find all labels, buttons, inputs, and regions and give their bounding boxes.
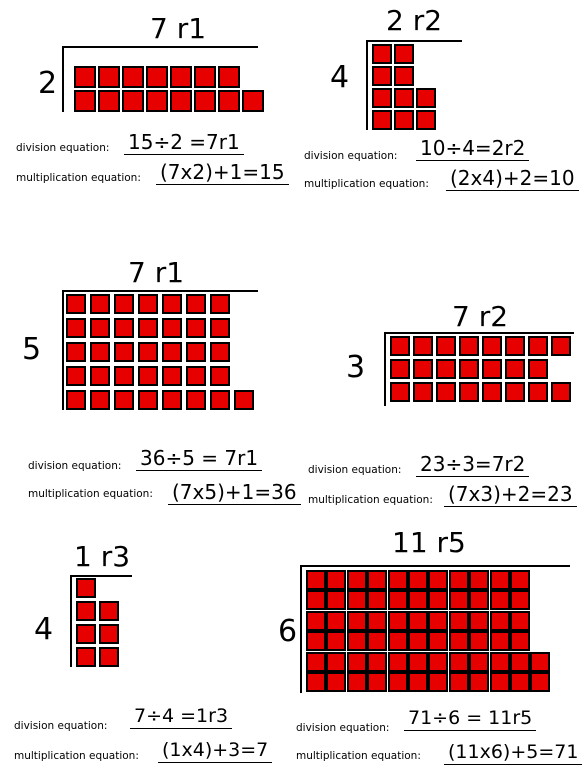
unit-square — [408, 672, 428, 692]
division-label-5: division equation: — [14, 720, 108, 732]
unit-square — [347, 631, 367, 651]
unit-square — [388, 631, 408, 651]
unit-square — [469, 611, 489, 631]
divisor-2: 4 — [330, 60, 350, 95]
unit-square — [306, 611, 326, 631]
division-bracket-side-1 — [62, 46, 64, 112]
division-label-4: division equation: — [308, 464, 402, 476]
unit-square — [66, 390, 86, 410]
unit-square — [347, 590, 367, 610]
division-equation-1: 15÷2 =7r1 — [124, 130, 244, 155]
unit-square — [114, 366, 134, 386]
division-bracket-side-3 — [62, 290, 64, 410]
quotient-1: 7 r1 — [150, 12, 207, 45]
unit-square — [90, 390, 110, 410]
unit-square — [436, 382, 456, 402]
division-equation-2: 10÷4=2r2 — [416, 136, 529, 161]
unit-square — [408, 631, 428, 651]
division-bracket-side-2 — [366, 40, 368, 130]
unit-square — [66, 318, 86, 338]
unit-square — [388, 570, 408, 590]
division-bracket-top-1 — [62, 46, 258, 48]
unit-square — [162, 342, 182, 362]
unit-square — [510, 611, 530, 631]
unit-square — [218, 90, 240, 112]
unit-square — [98, 90, 120, 112]
multiplication-label-3: multiplication equation: — [28, 488, 153, 500]
unit-square — [326, 652, 346, 672]
unit-square — [416, 110, 436, 130]
unit-square — [76, 601, 96, 621]
unit-square — [436, 359, 456, 379]
unit-square — [428, 590, 448, 610]
unit-square — [469, 570, 489, 590]
division-bracket-top-4 — [384, 332, 574, 334]
unit-square — [194, 66, 216, 88]
unit-square — [114, 390, 134, 410]
divisor-5: 4 — [34, 612, 54, 647]
unit-square — [66, 294, 86, 314]
unit-square — [469, 672, 489, 692]
unit-square — [428, 611, 448, 631]
divisor-3: 5 — [22, 332, 42, 367]
unit-square — [459, 359, 479, 379]
division-equation-5: 7÷4 =1r3 — [130, 704, 232, 729]
unit-square — [372, 110, 392, 130]
unit-square — [347, 570, 367, 590]
multiplication-label-6: multiplication equation: — [296, 750, 421, 762]
division-label-3: division equation: — [28, 460, 122, 472]
unit-square — [394, 44, 414, 64]
unit-square — [114, 342, 134, 362]
division-bracket-side-6 — [300, 565, 302, 693]
unit-square — [510, 672, 530, 692]
unit-square — [413, 359, 433, 379]
unit-square — [505, 336, 525, 356]
unit-square — [530, 652, 550, 672]
unit-square — [90, 318, 110, 338]
division-label-1: division equation: — [16, 142, 110, 154]
quotient-4: 7 r2 — [452, 300, 509, 333]
unit-square — [138, 294, 158, 314]
division-bracket-top-5 — [70, 575, 132, 577]
unit-square — [416, 88, 436, 108]
unit-square — [76, 647, 96, 667]
unit-square — [490, 672, 510, 692]
unit-square — [210, 294, 230, 314]
unit-square — [66, 342, 86, 362]
unit-square — [490, 631, 510, 651]
division-equation-3: 36÷5 = 7r1 — [136, 446, 262, 471]
unit-square — [306, 590, 326, 610]
multiplication-equation-1: (7x2)+1=15 — [156, 160, 289, 185]
unit-square — [138, 390, 158, 410]
unit-square — [469, 590, 489, 610]
unit-square — [394, 66, 414, 86]
unit-square — [114, 318, 134, 338]
unit-square — [90, 342, 110, 362]
unit-square — [505, 359, 525, 379]
unit-square — [99, 601, 119, 621]
divisor-4: 3 — [346, 350, 366, 385]
unit-square — [234, 390, 254, 410]
unit-square — [428, 631, 448, 651]
unit-square — [408, 570, 428, 590]
unit-square — [326, 611, 346, 631]
unit-square — [122, 90, 144, 112]
unit-square — [482, 359, 502, 379]
unit-square — [469, 631, 489, 651]
unit-square — [114, 294, 134, 314]
unit-square — [428, 672, 448, 692]
multiplication-label-4: multiplication equation: — [308, 494, 433, 506]
quotient-5: 1 r3 — [74, 540, 131, 573]
unit-square — [367, 631, 387, 651]
unit-square — [367, 611, 387, 631]
unit-square — [490, 570, 510, 590]
unit-square — [530, 672, 550, 692]
unit-square — [76, 578, 96, 598]
unit-square — [490, 611, 510, 631]
unit-square — [551, 336, 571, 356]
unit-square — [428, 652, 448, 672]
unit-square — [162, 294, 182, 314]
unit-square — [326, 631, 346, 651]
unit-square — [186, 390, 206, 410]
quotient-6: 11 r5 — [392, 526, 466, 559]
unit-square — [66, 366, 86, 386]
unit-square — [482, 382, 502, 402]
division-bracket-side-4 — [384, 332, 386, 406]
unit-square — [413, 336, 433, 356]
unit-square — [428, 570, 448, 590]
division-bracket-top-6 — [300, 565, 570, 567]
unit-square — [326, 570, 346, 590]
unit-square — [469, 652, 489, 672]
unit-square — [449, 631, 469, 651]
unit-square — [76, 624, 96, 644]
unit-square — [459, 336, 479, 356]
unit-square — [367, 672, 387, 692]
unit-square — [390, 336, 410, 356]
unit-square — [367, 652, 387, 672]
unit-square — [408, 590, 428, 610]
unit-square — [306, 672, 326, 692]
unit-square — [449, 611, 469, 631]
unit-square — [528, 382, 548, 402]
unit-square — [394, 110, 414, 130]
unit-square — [372, 88, 392, 108]
unit-square — [162, 390, 182, 410]
divisor-6: 6 — [278, 614, 298, 649]
divisor-1: 2 — [38, 66, 58, 101]
unit-square — [194, 90, 216, 112]
unit-square — [510, 652, 530, 672]
division-bracket-top-3 — [62, 290, 258, 292]
unit-square — [413, 382, 433, 402]
unit-square — [490, 652, 510, 672]
unit-square — [74, 66, 96, 88]
division-equation-4: 23÷3=7r2 — [416, 452, 529, 477]
unit-square — [347, 652, 367, 672]
unit-square — [138, 318, 158, 338]
multiplication-equation-4: (7x3)+2=23 — [444, 482, 577, 507]
unit-square — [210, 390, 230, 410]
unit-square — [218, 66, 240, 88]
unit-square — [186, 366, 206, 386]
unit-square — [436, 336, 456, 356]
unit-square — [367, 570, 387, 590]
unit-square — [74, 90, 96, 112]
unit-square — [242, 90, 264, 112]
unit-square — [210, 318, 230, 338]
division-bracket-side-5 — [70, 575, 72, 667]
unit-square — [170, 66, 192, 88]
multiplication-equation-2: (2x4)+2=10 — [446, 166, 579, 191]
unit-square — [326, 672, 346, 692]
multiplication-equation-6: (11x6)+5=71 — [444, 740, 582, 765]
unit-square — [170, 90, 192, 112]
division-equation-6: 71÷6 = 11r5 — [404, 706, 536, 731]
multiplication-label-1: multiplication equation: — [16, 172, 141, 184]
multiplication-label-5: multiplication equation: — [14, 750, 139, 762]
unit-square — [306, 652, 326, 672]
unit-square — [372, 44, 392, 64]
unit-square — [551, 382, 571, 402]
quotient-2: 2 r2 — [386, 4, 443, 37]
unit-square — [210, 366, 230, 386]
division-bracket-top-2 — [366, 40, 462, 42]
unit-square — [388, 652, 408, 672]
unit-square — [510, 590, 530, 610]
unit-square — [449, 590, 469, 610]
unit-square — [372, 66, 392, 86]
unit-square — [210, 342, 230, 362]
division-label-2: division equation: — [304, 150, 398, 162]
unit-square — [90, 294, 110, 314]
unit-square — [390, 359, 410, 379]
unit-square — [99, 647, 119, 667]
unit-square — [459, 382, 479, 402]
unit-square — [449, 570, 469, 590]
unit-square — [510, 631, 530, 651]
unit-square — [138, 342, 158, 362]
quotient-3: 7 r1 — [128, 256, 185, 289]
unit-square — [122, 66, 144, 88]
unit-square — [505, 382, 525, 402]
unit-square — [482, 336, 502, 356]
unit-square — [408, 652, 428, 672]
unit-square — [326, 590, 346, 610]
unit-square — [90, 366, 110, 386]
unit-square — [162, 318, 182, 338]
unit-square — [99, 624, 119, 644]
unit-square — [490, 590, 510, 610]
unit-square — [138, 366, 158, 386]
unit-square — [394, 88, 414, 108]
multiplication-equation-3: (7x5)+1=36 — [168, 480, 301, 505]
unit-square — [449, 652, 469, 672]
unit-square — [388, 590, 408, 610]
multiplication-equation-5: (1x4)+3=7 — [158, 738, 272, 763]
unit-square — [186, 342, 206, 362]
unit-square — [306, 631, 326, 651]
unit-square — [367, 590, 387, 610]
unit-square — [408, 611, 428, 631]
unit-square — [528, 336, 548, 356]
unit-square — [347, 611, 367, 631]
unit-square — [98, 66, 120, 88]
unit-square — [510, 570, 530, 590]
unit-square — [449, 672, 469, 692]
unit-square — [388, 611, 408, 631]
unit-square — [388, 672, 408, 692]
unit-square — [390, 382, 410, 402]
unit-square — [146, 66, 168, 88]
unit-square — [146, 90, 168, 112]
unit-square — [186, 294, 206, 314]
unit-square — [528, 359, 548, 379]
multiplication-label-2: multiplication equation: — [304, 178, 429, 190]
unit-square — [306, 570, 326, 590]
unit-square — [162, 366, 182, 386]
unit-square — [186, 318, 206, 338]
unit-square — [347, 672, 367, 692]
division-label-6: division equation: — [296, 722, 390, 734]
